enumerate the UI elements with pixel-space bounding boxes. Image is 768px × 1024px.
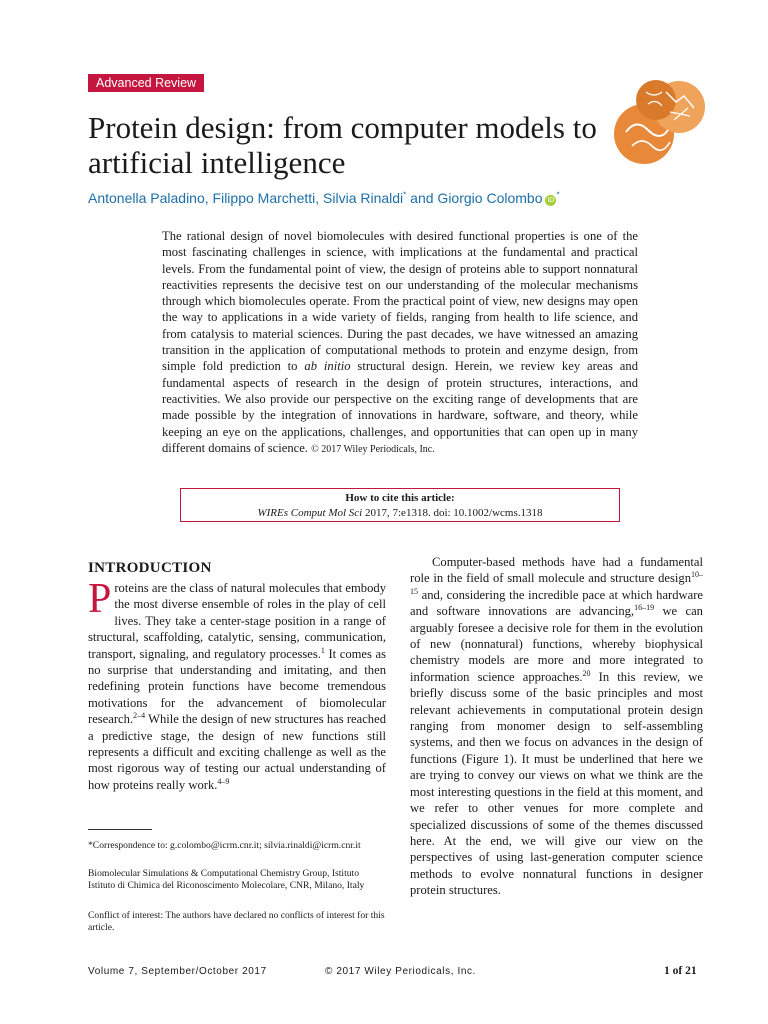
reference-link[interactable]: 16–19 (634, 603, 655, 613)
intro-text: It comes as no surprise that understanding and imitating, and then redefining protein functions have become tremendous motivations for the advancement of biomolecular research. (88, 646, 386, 727)
abstract-text-cont: structural design. Herein, we review key areas and fundamental aspects of research in the design of protein structures, interactions, and reactivities. We also provide our perspective on the exciting range of developments that are made possible by the integration of innovations in hardware, software, and theory, while keeping an eye on the applications, challenges, and opportunities that can open up in many different domains of science. (162, 359, 638, 455)
body-text: we can arguably foresee a decisive role for them in the evolution of new (nonnatural) functions, whereby biophysical chemistry models are more and more integrated to information science approaches. (410, 604, 703, 684)
footer-copyright: © 2017 Wiley Periodicals, Inc. (325, 966, 476, 977)
footnote-conflict: Conflict of interest: The authors have declared no conflicts of interest for this article. (88, 910, 385, 934)
citation-heading: How to cite this article: (345, 492, 455, 504)
abstract (162, 228, 638, 458)
journal-logo-icon (604, 72, 714, 172)
abstract-text: The rational design of novel biomolecules with desired functional properties is one of the most fascinating challenges in science, with implications at the fundamental and practical levels. From the fundamental point of view, the design of proteins able to support nonnatural reactivities represents the decisive test on our understanding of the molecular mechanisms through which biomolecules operate. From the practical point of view, new designs may open the way to applications in a wide variety of fields, ranging from health to life science, and from catalysis to material sciences. During the past decades, we have witnessed an amazing transition in the application of computational methods to protein and enzyme design, from simple fold prediction to (162, 229, 638, 374)
body-paragraph-right (410, 554, 703, 899)
reference-link[interactable]: 2–4 (133, 711, 146, 721)
footnote-divider (88, 829, 152, 830)
intro-text: While the design of new structures has reached a predictive stage, the design of new functions still represents a difficult and exciting challenge as well as the most rigorous way of testing our actual understanding of how proteins really work. (88, 712, 386, 792)
citation-journal: WIREs Comput Mol Sci (257, 507, 363, 519)
author-names[interactable]: Antonella Paladino, Filippo Marchetti, Silvia Rinaldi (88, 190, 404, 206)
orcid-icon[interactable]: iD (545, 195, 556, 206)
reference-link[interactable]: 20 (582, 668, 591, 678)
reference-link[interactable]: 1 (320, 645, 325, 655)
drop-cap: P (88, 576, 112, 622)
corresponding-star: * (556, 190, 560, 200)
author-list (88, 190, 688, 206)
footnote-correspondence: *Correspondence to: g.colombo@icrm.cnr.it; silvia.rinaldi@icrm.cnr.it (88, 840, 361, 851)
reference-link[interactable]: 10–15 (410, 570, 703, 596)
citation-details[interactable]: 2017, 7:e1318. doi: 10.1002/wcms.1318 (362, 507, 543, 519)
intro-text: roteins are the class of natural molecules that embody the most diverse ensemble of roles in the play of cell lives. They take a center-stage position in a range of structural, scaffolding, catalytic, sensing, communication, transport, signaling, and regulatory processes. (88, 581, 386, 661)
citation-box (180, 488, 620, 522)
abstract-copyright: © 2017 Wiley Periodicals, Inc. (311, 443, 435, 455)
footnote-affiliation: Biomolecular Simulations & Computational Chemistry Group, Istituto Istituto di Chimica del Riconoscimento Molecolare, CNR, Milano, Italy (88, 868, 365, 892)
footer-volume: Volume 7, September/October 2017 (88, 966, 267, 977)
reference-link[interactable]: 4–9 (217, 776, 230, 786)
footer-page-number: 1 of 21 (664, 965, 697, 977)
body-text: Computer-based methods have had a fundamental role in the field of small molecule and structure design (410, 555, 703, 586)
body-text: In this review, we briefly discuss some of the basic principles and most relevant achievements in computational protein design ranging from monomer design to self-assembling systems, and then we focus on advances in the design of functions (Figure 1). It must be underlined that here we are trying to convey our views on what we think are the most interesting questions in the field at this moment, and we refer to other venues for more complete and specialized discussions of some of the themes discussed here. At the end, we will give our view on the perspectives of using last-generation computer science methods to evolve nonnatural functions in designer protein structures. (410, 669, 703, 898)
abstract-italic: ab initio (304, 359, 351, 374)
article-type-badge: Advanced Review (88, 74, 204, 92)
introduction-paragraph (88, 576, 386, 793)
corresponding-star: * (403, 190, 407, 200)
author-last[interactable]: and Giorgio Colombo (406, 190, 543, 206)
article-title: Protein design: from computer models to artificial intelligence (88, 110, 597, 180)
section-heading-introduction: INTRODUCTION (88, 560, 212, 576)
citation-line (181, 506, 619, 521)
body-text: and, considering the incredible pace at which hardware and software innovations are advancing, (410, 587, 703, 619)
